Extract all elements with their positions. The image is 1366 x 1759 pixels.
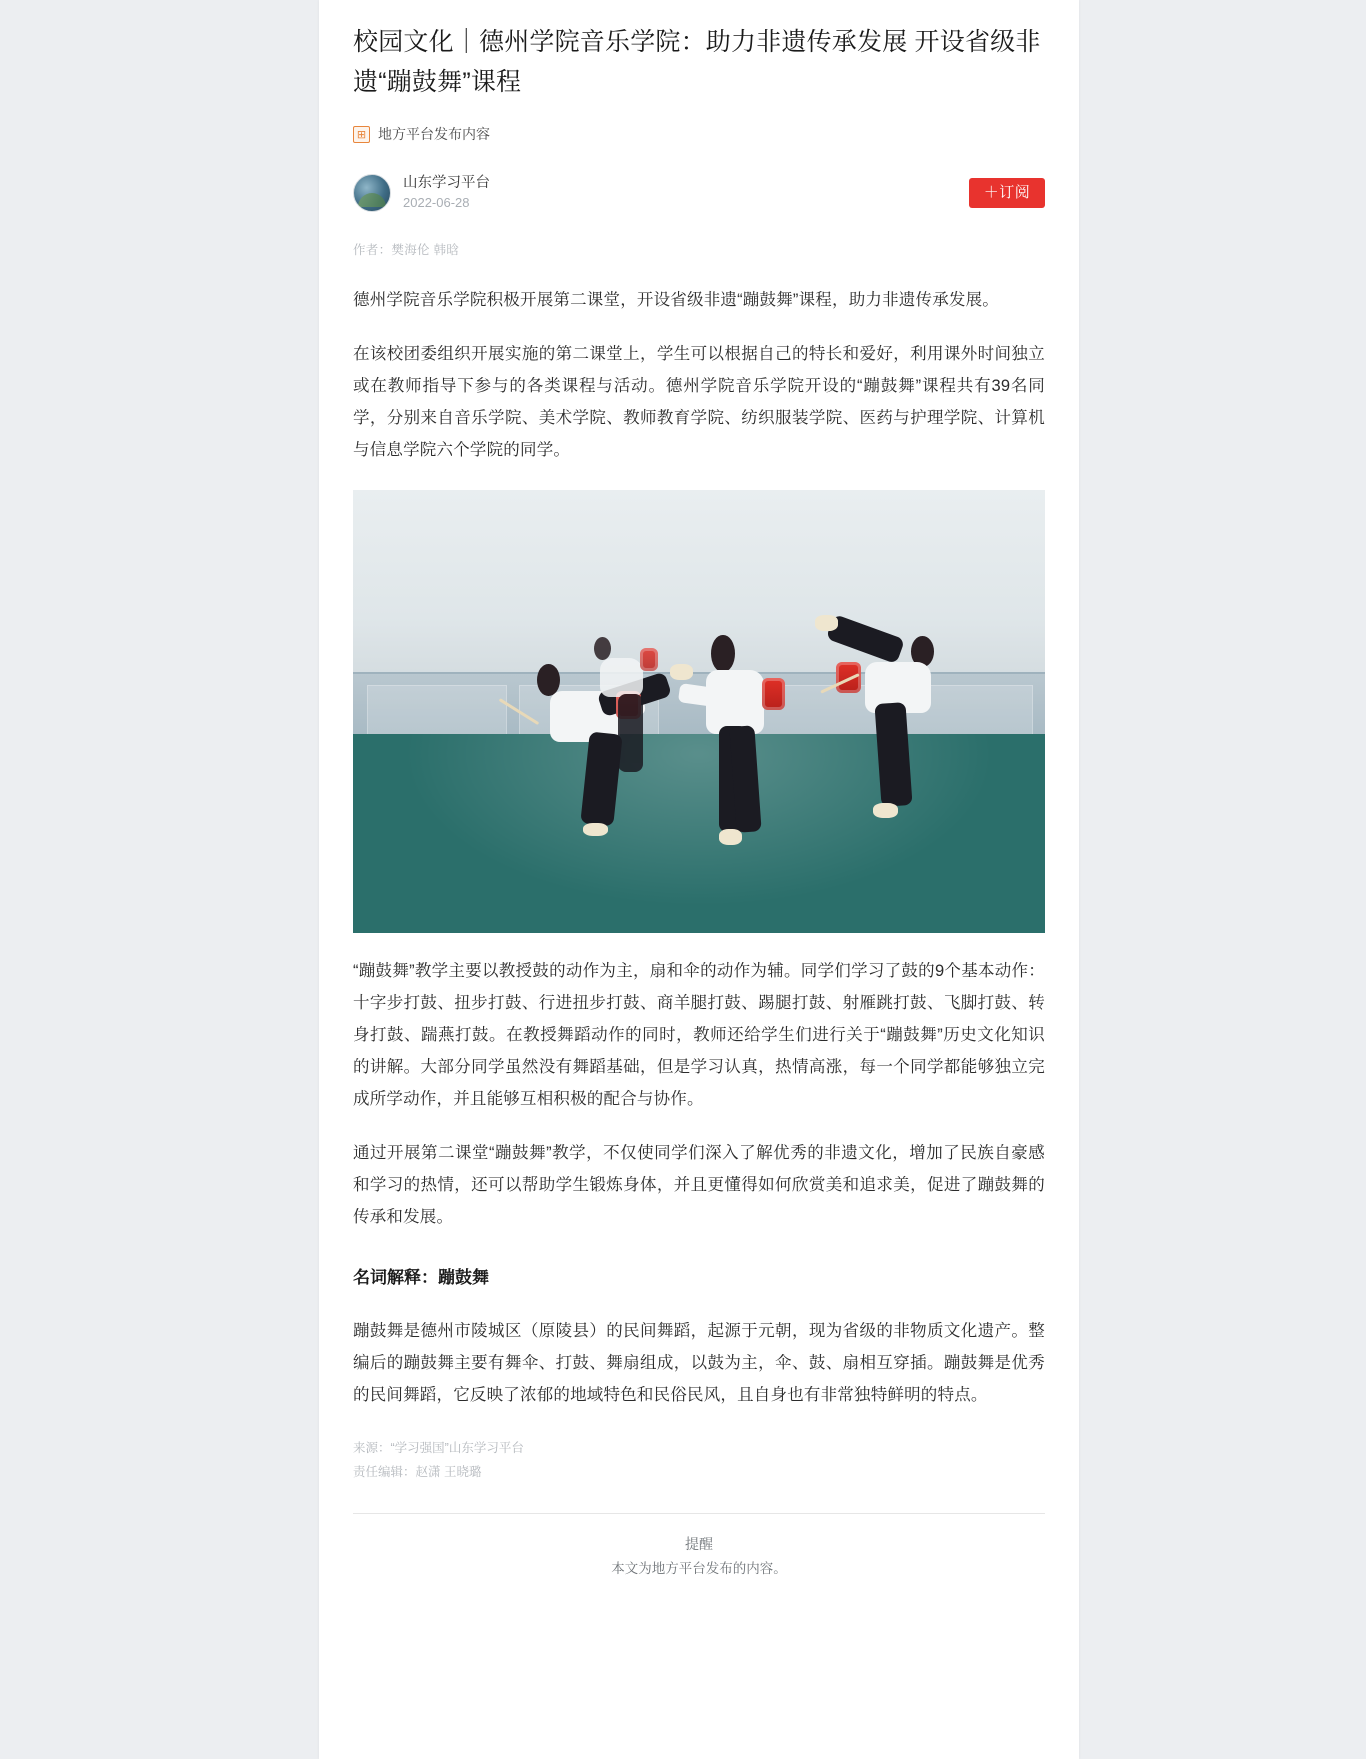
platform-badge [353, 124, 1045, 144]
subscribe-button[interactable]: ＋订阅 [969, 178, 1045, 208]
notice-title: 提醒 [685, 1536, 713, 1552]
avatar [353, 174, 391, 212]
dancer-figure [782, 605, 990, 862]
article-image [353, 490, 1045, 933]
publish-date: 2022-06-28 [403, 195, 470, 210]
notice-body: 本文为地方平台发布的内容。 [611, 1561, 787, 1576]
publisher-row [353, 170, 1045, 216]
article-paragraph: 通过开展第二课堂“蹦鼓舞”教学，不仅使同学们深入了解优秀的非遗文化，增加了民族自豪感和学习的热情，还可以帮助学生锻炼身体，并且更懂得如何欣赏美和追求美，促进了蹦鼓舞的传承和发展。 [353, 1144, 1045, 1226]
article-paragraph: 德州学院音乐学院积极开展第二课堂，开设省级非遗“蹦鼓舞”课程，助力非遗传承发展。 [353, 291, 999, 309]
local-platform-icon: ⊞ [353, 126, 370, 143]
publisher-name[interactable]: 山东学习平台 [403, 175, 490, 191]
dancer-figure [561, 623, 713, 800]
article-paragraph: 在该校团委组织开展实施的第二课堂上，学生可以根据自己的特长和爱好，利用课外时间独立或在教师指导下参与的各类课程与活动。德州学院音乐学院开设的“蹦鼓舞”课程共有39名同学，分别来自音乐学院、美术学院、教师教育学院、纺织服装学院、医药与护理学院、计算机与信息学院六个学院的同学。 [353, 345, 1045, 459]
section-heading: 名词解释：蹦鼓舞 [353, 1268, 489, 1287]
publisher-meta [403, 173, 490, 213]
page-title: 校园文化｜德州学院音乐学院：助力非遗传承发展 开设省级非遗“蹦鼓舞”课程 [353, 28, 1041, 96]
byline: 作者：樊海伦 韩晗 [353, 243, 460, 257]
article-paragraph: 蹦鼓舞是德州市陵城区（原陵县）的民间舞蹈，起源于元朝，现为省级的非物质文化遗产。整编后的蹦鼓舞主要有舞伞、打鼓、舞扇组成，以鼓为主，伞、鼓、扇相互穿插。蹦鼓舞是优秀的民间舞蹈，它反映了浓郁的地域特色和民俗民风，且自身也有非常独特鲜明的特点。 [353, 1322, 1045, 1404]
article-paragraph: “蹦鼓舞”教学主要以教授鼓的动作为主，扇和伞的动作为辅。同学们学习了鼓的9个基本动作：十字步打鼓、扭步打鼓、行进扭步打鼓、商羊腿打鼓、踢腿打鼓、射雁跳打鼓、飞脚打鼓、转身打鼓、踹燕打鼓。在教授舞蹈动作的同时，教师还给学生们进行关于“蹦鼓舞”历史文化知识的讲解。大部分同学虽然没有舞蹈基础，但是学习认真，热情高涨，每一个同学都能够独立完成所学动作，并且能够互相积极的配合与协作。 [353, 962, 1045, 1108]
article-card [319, 0, 1079, 1759]
status-badge: 地方平台发布内容 [378, 126, 490, 142]
editor-text: 责任编辑：赵潇 王晓璐 [353, 1465, 482, 1479]
image-panel [367, 685, 507, 736]
notice-block [353, 1513, 1045, 1608]
source-text: 来源：“学习强国”山东学习平台 [353, 1441, 524, 1455]
